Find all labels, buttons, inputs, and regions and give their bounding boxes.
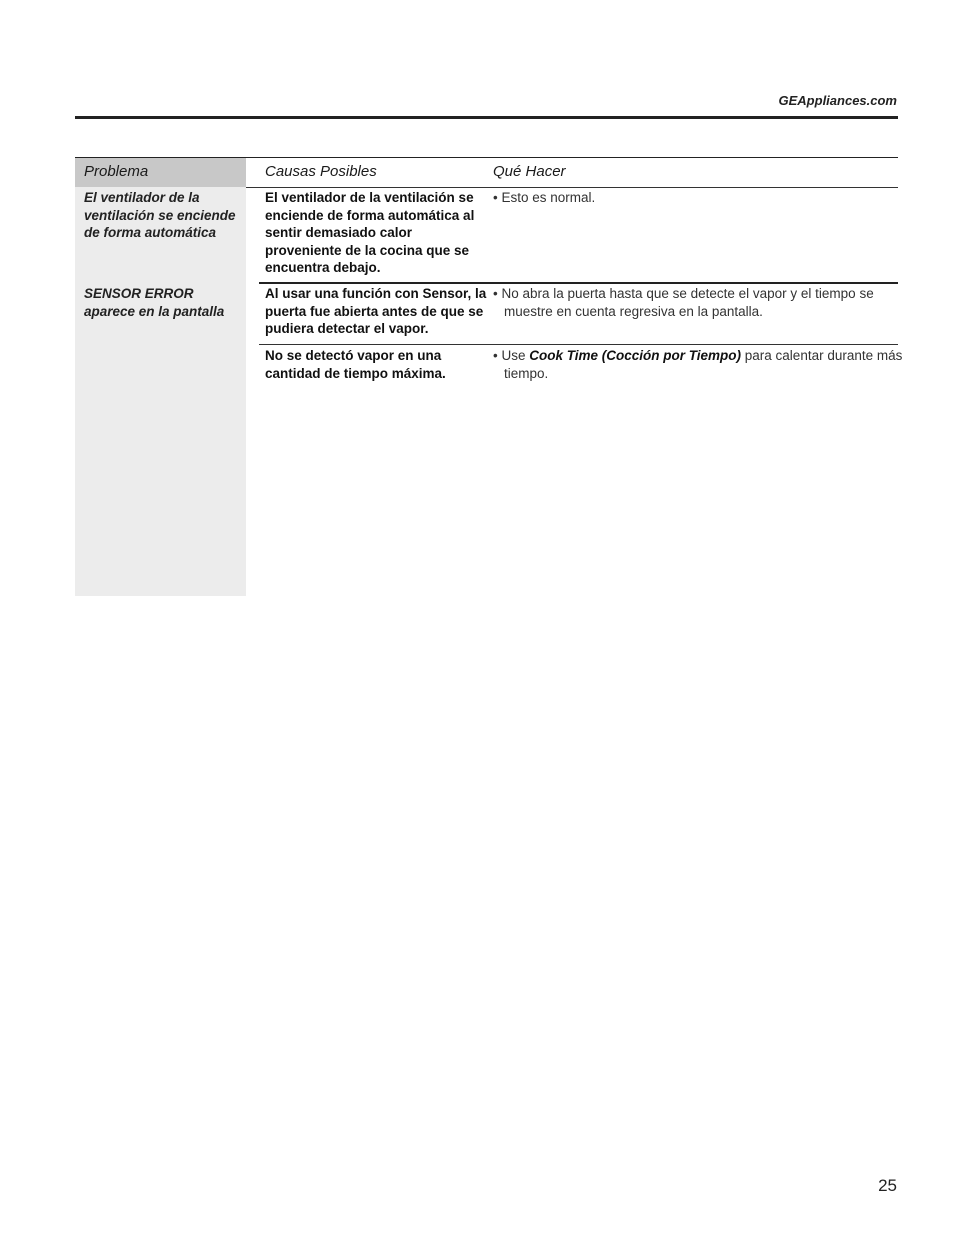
row-2-cause-1: Al usar una función con Sensor, la puerta fue abierta antes de que se pudiera detectar el vapor. [265,286,487,336]
column-header-causes: Causas Posibles [265,163,377,180]
site-url: GEAppliances.com [778,93,897,108]
todo-text-end: para calentar durante más tiempo. [504,348,903,381]
column-header-todo: Qué Hacer [493,163,566,180]
row-2-cause-2: No se detectó vapor en una cantidad de tiempo máxima. [265,348,446,381]
cook-time-label: Cook Time (Cocción por Tiempo) [529,348,742,363]
row-1-cause-1: El ventilador de la ventilación se enciende de forma automática al sentir demasiado calor proveniente de la cocina que se encuentra debajo. [265,190,475,275]
page-number: 25 [878,1176,897,1195]
row-2-todo-2 [493,347,904,382]
row-1-problem: El ventilador de la ventilación se enciende de forma automática [84,190,236,240]
top-rule [75,116,898,119]
row-2-problem: SENSOR ERROR aparece en la pantalla [84,286,225,319]
row-2-todo-1: • No abra la puerta hasta que se detecte el vapor y el tiempo se muestre en cuenta regresiva en la pantalla. [493,286,874,319]
header-bottom-rule [246,187,898,188]
cause-divider [259,344,898,345]
todo-text-start: • Use [493,348,530,363]
table-header [75,158,898,187]
row-1-todo-1: • Esto es normal. [493,190,596,205]
column-header-problem: Problema [84,163,149,180]
row-divider [259,282,898,284]
